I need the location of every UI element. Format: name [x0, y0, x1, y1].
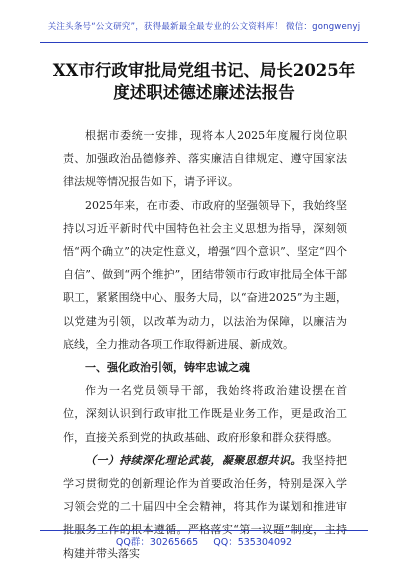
footer-banner: [0, 534, 408, 548]
footer-qq-number: QQ：535304092: [213, 537, 293, 548]
footer-divider: [40, 530, 368, 531]
footer-qq-group: QQ群：30265665: [115, 537, 199, 548]
title-line-1: XX市行政审批局党组书记、局长2025年: [52, 61, 356, 80]
section-heading-1: 一、强化政治引领，铸牢忠诚之魂: [85, 361, 250, 375]
header-divider: [40, 42, 368, 43]
subsection-heading-1: （一）持续深化理论武装，凝聚思想共识。: [85, 453, 302, 467]
paragraph-section1: 作为一名党员领导干部，我始终将政治建设摆在首位，深刻认识到行政审批工作既是业务工作，更是政治工作，直接关系到党的执政基础、政府形象和群众获得感。: [63, 384, 347, 444]
document-title: [30, 60, 378, 104]
subsection-body-1: 我坚持把学习贯彻党的创新理论作为首要政治任务，特别是深入学习领会党的二十届四中全会精神，将其作为谋划和推进审批服务工作的根本遵循。严格落实“第一议题”制度，主持构建并带头落实: [63, 453, 348, 560]
document-body: [63, 124, 347, 565]
paragraph-intro: 根据市委统一安排，现将本人2025年度履行岗位职责、加强政治品德修养、落实廉洁自律规定、遵守国家法律法规等情况报告如下，请予评议。: [63, 129, 347, 189]
paragraph-overview: 2025年来，在市委、市政府的坚强领导下，我始终坚持以习近平新时代中国特色社会主义思想为指导，深刻领悟“两个确立”的决定性意义，增强“四个意识”、坚定“四个自信”、做到“两个维护”，团结带领市行政审批局全体干部职工，紧紧围绕中心、服务大局，以“奋进2025”为主题，以党建为引领，以改革为动力，以法治为保障，以廉洁为底线，全力推动各项工作取得新进展、新成效。: [63, 198, 347, 351]
header-banner: 关注头条号“公文研究”，获得最新最全最专业的公文资料库！ 微信：gongwenyj: [47, 22, 361, 32]
title-line-2: 度述职述德述廉述法报告: [113, 83, 295, 102]
